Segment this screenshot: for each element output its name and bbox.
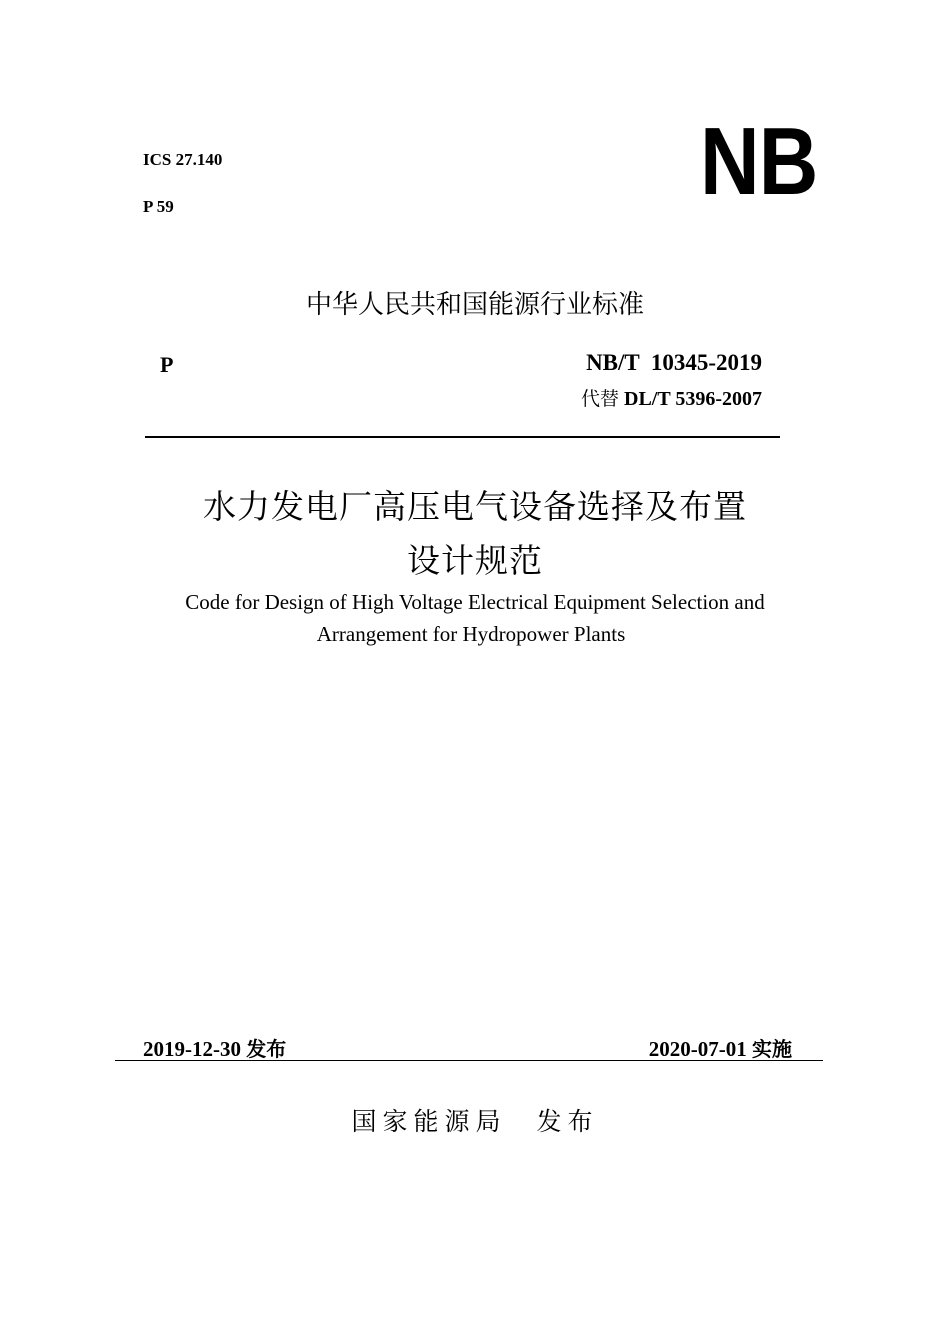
- issue-date-line: [143, 1033, 286, 1062]
- publisher-line: [0, 1102, 950, 1138]
- divider-bottom: [115, 1060, 823, 1061]
- replaces-label: 代替: [581, 388, 620, 410]
- standard-type: 中华人民共和国能源行业标准: [305, 290, 644, 320]
- divider-top: [145, 436, 780, 438]
- implement-date: 2020-07-01: [648, 1037, 747, 1061]
- title-cn-line1: 水力发电厂高压电气设备选择及布置: [203, 487, 747, 526]
- ics-code: ICS 27.140: [143, 150, 223, 169]
- classification-code: P 59: [143, 197, 174, 216]
- implement-date-line: [649, 1033, 792, 1062]
- title-en-line1: Code for Design of High Voltage Electrical Equipment Selection and: [185, 590, 765, 614]
- issue-date: 2019-12-30: [143, 1037, 241, 1061]
- replaces-code: DL/T 5396-2007: [624, 388, 762, 410]
- implement-label: 实施: [752, 1037, 792, 1061]
- title-en-line2: Arrangement for Hydropower Plants: [316, 622, 626, 646]
- publisher-name: 国家能源局: [351, 1107, 507, 1136]
- nb-logo: NB: [700, 108, 818, 215]
- publisher-action: 发布: [536, 1107, 599, 1136]
- standard-number: NB/T 10345-2019: [586, 350, 762, 375]
- standard-category: P: [160, 352, 174, 377]
- issue-label: 发布: [246, 1037, 287, 1061]
- replaces-line: [581, 384, 762, 411]
- title-cn-line2: 设计规范: [407, 541, 543, 580]
